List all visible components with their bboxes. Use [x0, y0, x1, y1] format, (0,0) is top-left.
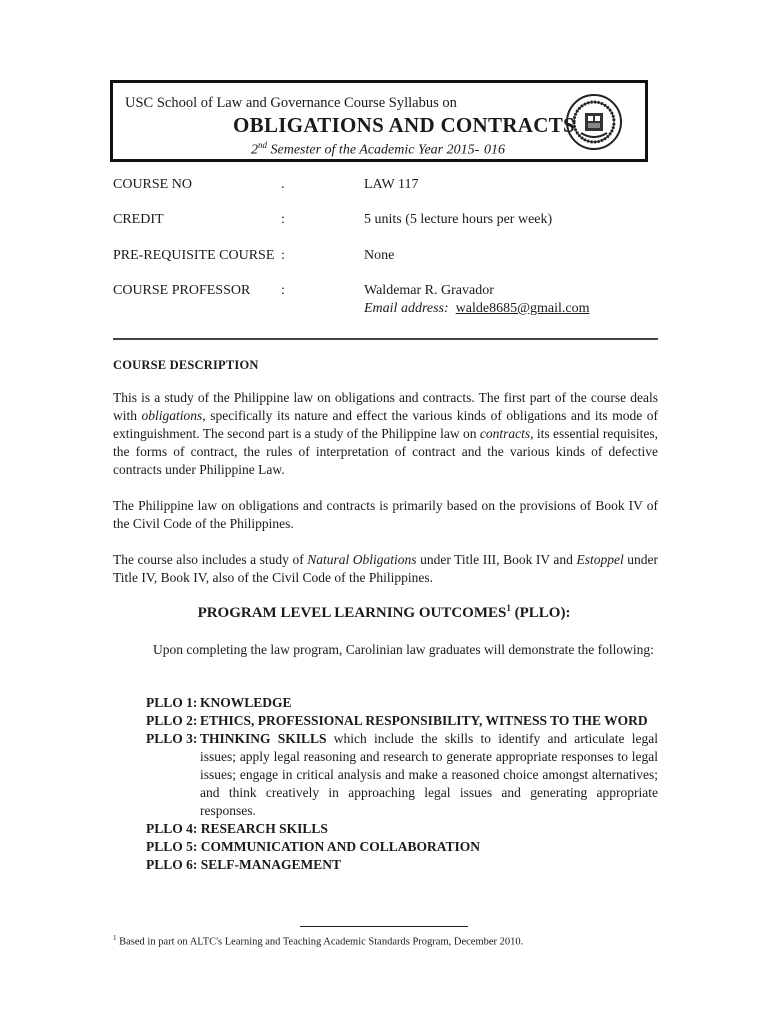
info-separator: . — [281, 177, 285, 192]
course-title: OBLIGATIONS AND CONTRACTS — [233, 113, 576, 137]
pllo-intro: Upon completing the law program, Carolinian law graduates will demonstrate the following: — [153, 642, 654, 657]
course-description-heading: COURSE DESCRIPTION — [113, 358, 259, 372]
semester-line: 2nd Semester of the Academic Year 2015- 016 — [251, 140, 505, 158]
pllo-item: PLLO 1: KNOWLEDGE — [146, 695, 292, 710]
pllo-item: PLLO 2: ETHICS, PROFESSIONAL RESPONSIBILITY, WITNESS TO THE WORD — [146, 713, 648, 728]
pllo-item: PLLO 6: SELF-MANAGEMENT — [146, 857, 342, 872]
professor-email-line: Email address: walde8685@gmail.com — [364, 301, 590, 316]
footnote-divider — [300, 926, 468, 927]
professor-email-link[interactable]: walde8685@gmail.com — [455, 301, 590, 316]
section-divider — [113, 338, 658, 340]
info-separator: : — [281, 248, 285, 263]
professor-name: Waldemar R. Gravador — [364, 283, 494, 298]
pllo-item: PLLO 5: COMMUNICATION AND COLLABORATION — [146, 839, 481, 854]
info-label: PRE-REQUISITE COURSE — [113, 248, 275, 263]
footnote: $^1$ Based in part on ALTC's Learning and Teaching Academic Standards Program, December 2010. — [113, 934, 524, 948]
info-value: None — [364, 248, 395, 263]
info-separator: : — [281, 212, 285, 227]
info-value: LAW 117 — [364, 177, 419, 192]
pllo-item: PLLO 3: THINKING SKILLS which include the skills to identify and articulate legal issues; apply legal reasoning and research to generate appropriate responses to legal issues; engage in critical analysis and make a reasoned choice amongst alternatives; and think creatively in approaching legal issues and generating appropriate responses. — [146, 731, 658, 818]
info-label: COURSE PROFESSOR — [113, 283, 251, 298]
info-separator: : — [281, 283, 285, 298]
university-seal-icon — [565, 93, 623, 151]
course-description-paragraph-2: The Philippine law on obligations and contracts is primarily based on the provisions of Book IV of the Civil Code of the Philippines. — [113, 498, 658, 531]
info-value: 5 units (5 lecture hours per week) — [364, 212, 553, 227]
header-school-line: USC School of Law and Governance Course Syllabus on — [125, 95, 457, 111]
info-label: CREDIT — [113, 212, 164, 227]
course-description-paragraph-3: The course also includes a study of Natural Obligations under Title III, Book IV and Estoppel under Title IV, Book IV, also of the Civil Code of the Philippines. — [113, 552, 658, 585]
pllo-heading: PROGRAM LEVEL LEARNING OUTCOMES$^1$ (PLLO): — [197, 603, 571, 621]
pllo-item: PLLO 4: RESEARCH SKILLS — [146, 821, 328, 836]
course-description-paragraph-1: This is a study of the Philippine law on obligations and contracts. The first part of the course deals with obligations, specifically its nature and effect the various kinds of obligations and its mode of extinguishment. The second part is a study of the Philippine law on contracts, its essential requisites, the forms of contract, the rules of interpretation of contract and the various kinds of defective contracts under Philippine Law. — [113, 390, 658, 477]
pllo-list — [146, 694, 658, 874]
info-label: COURSE NO — [113, 177, 192, 192]
syllabus-header-box — [110, 80, 648, 162]
